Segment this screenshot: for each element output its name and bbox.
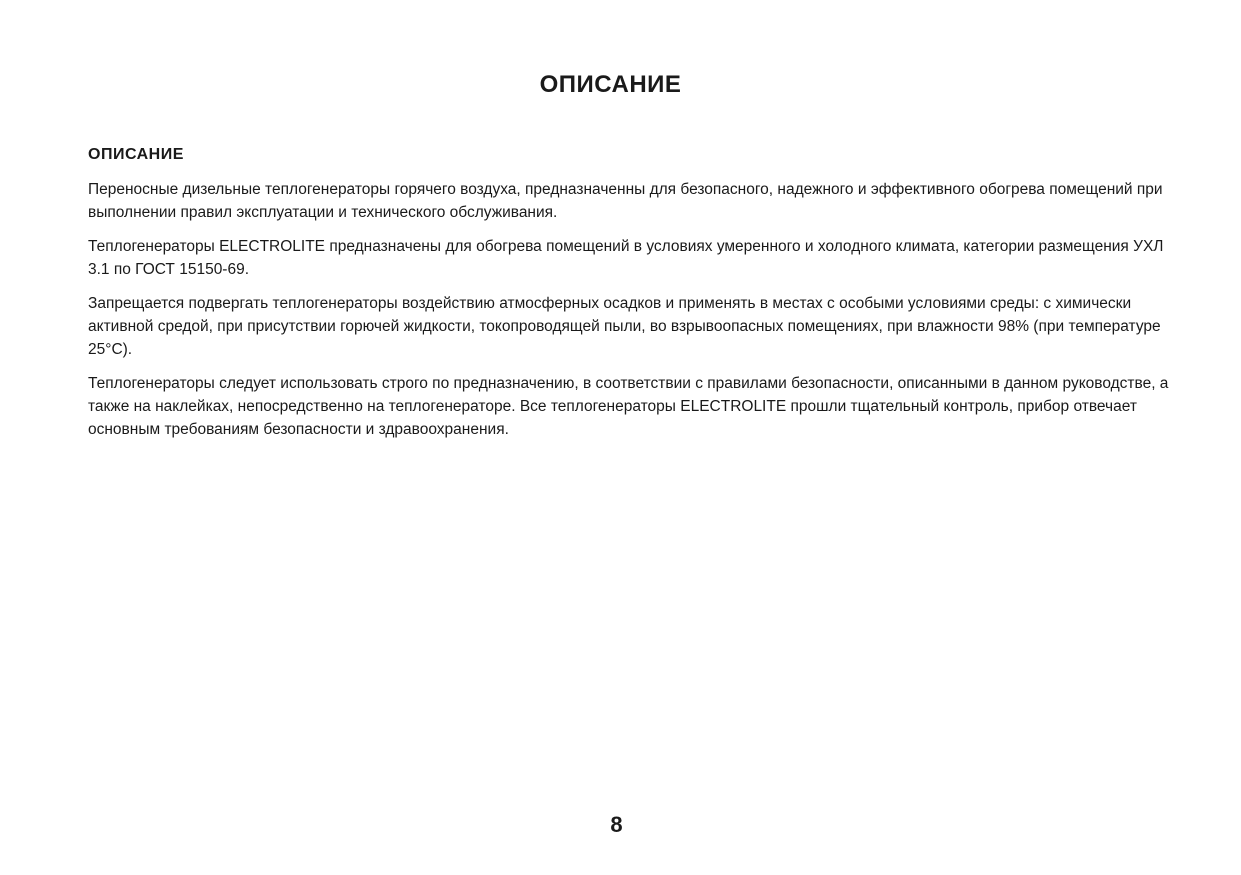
paragraph-4: Теплогенераторы следует использовать строго по предназначению, в соответствии с правилами безопасности, описанными в данном руководстве, а также на наклейках, непосредственно на теплогенераторе. Все теплогенераторы ELECTROLITE прошли тщательный контроль, прибор отвечает основным требованиям безопасности и здравоохранения. — [88, 375, 1169, 438]
paragraph-1: Переносные дизельные теплогенераторы горячего воздуха, предназначенны для безопасного, надежного и эффективного обогрева помещений при выполнении правил эксплуатации и технического обслуживания. — [88, 181, 1163, 221]
paragraph-3: Запрещается подвергать теплогенераторы воздействию атмосферных осадков и применять в местах с особыми условиями среды: с химически активной средой, при присутствии горючей жидкости, токопроводящей пыли, во взрывоопасных помещениях, при влажности 98% (при температуре 25°С). — [88, 295, 1161, 358]
section-body — [88, 146, 1180, 452]
page-title: ОПИСАНИЕ — [539, 71, 682, 98]
section-heading: ОПИСАНИЕ — [88, 146, 184, 163]
page-number: 8 — [610, 812, 623, 837]
paragraph-2: Теплогенераторы ELECTROLITE предназначены для обогрева помещений в условиях умеренного и холодного климата, категории размещения УХЛ 3.1 по ГОСТ 15150-69. — [88, 238, 1164, 278]
